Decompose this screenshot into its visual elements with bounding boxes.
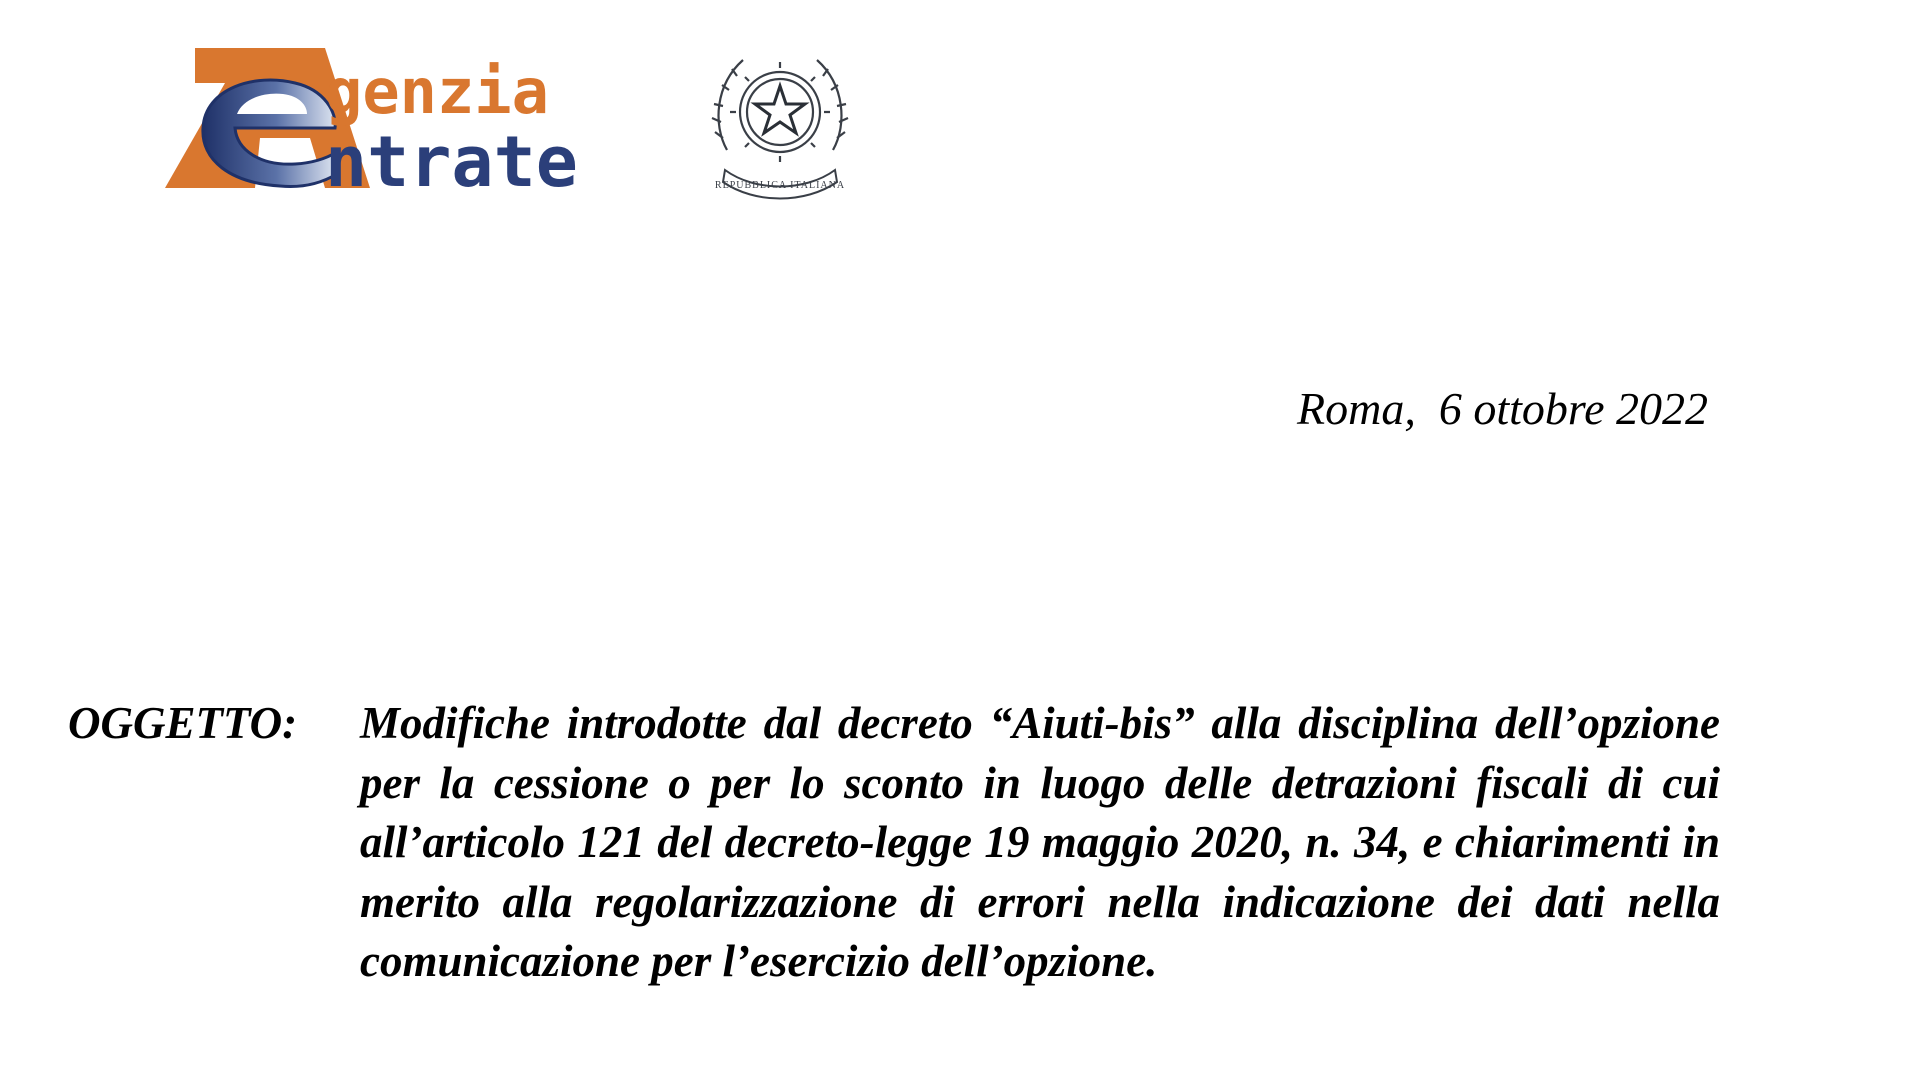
letter-place: Roma, (1297, 383, 1416, 434)
emblem-ribbon-text: REPUBBLICA ITALIANA (714, 180, 846, 191)
agency-logo-block (165, 28, 865, 208)
subject-label: OGGETTO: (68, 698, 298, 748)
logo-word-genzia: genzia (325, 55, 549, 128)
emblem-of-italy-icon (705, 30, 855, 205)
agenzia-entrate-logo (165, 28, 705, 208)
letter-date: 6 ottobre 2022 (1438, 383, 1708, 434)
subject-text: Modifiche introdotte dal decreto “Aiuti-bis” alla disciplina dell’opzione per la cessione o per lo sconto in luogo delle detrazioni fiscali di cui all’articolo 121 del decreto-legge 19 maggio 2020, n. 34, e chiarimenti in merito alla regolarizzazione di errori nella indicazione dei dati nella comunicazione per l’esercizio dell’opzione. (360, 698, 1720, 986)
letter-date-line (1297, 382, 1708, 435)
logo-word-ntrate: ntrate (325, 121, 578, 203)
